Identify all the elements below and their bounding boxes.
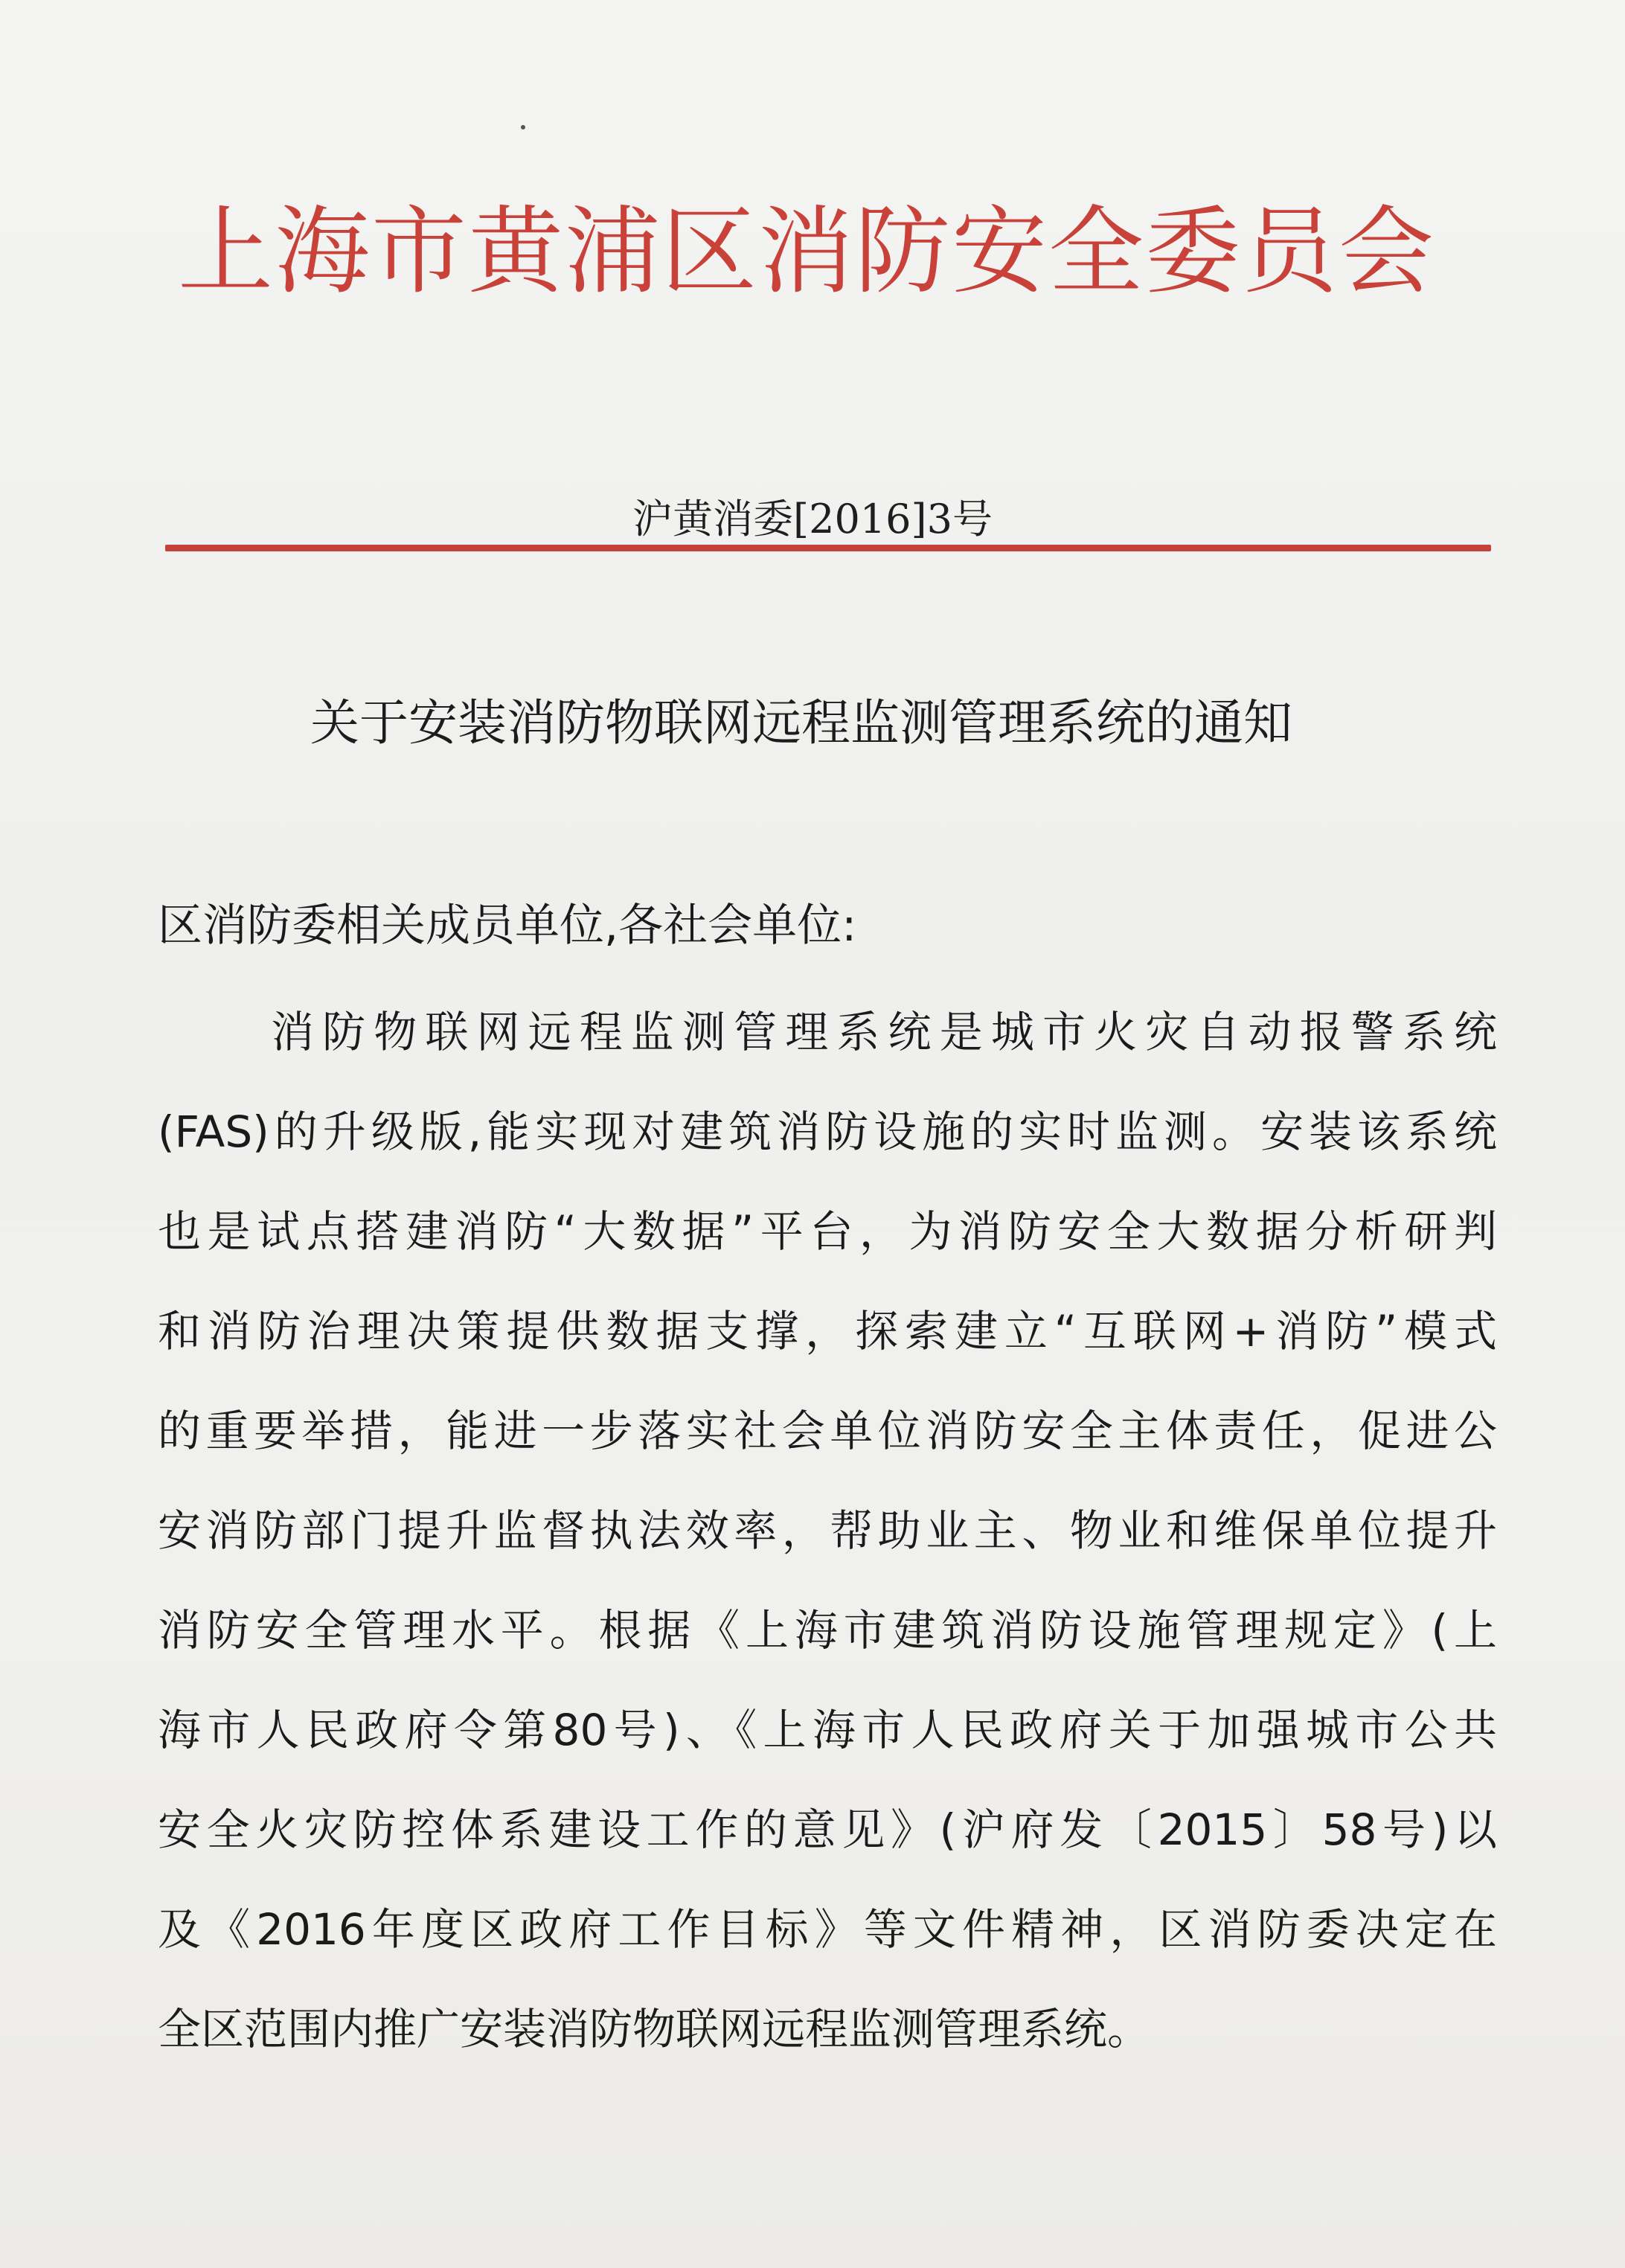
body-line: 海市人民政府令第80号)、《上海市人民政府关于加强城市公共: [158, 1705, 1497, 1755]
notice-title: 关于安装消防物联网远程监测管理系统的通知: [310, 694, 1292, 752]
body-line: 安全火灾防控体系建设工作的意见》(沪府发〔2015〕58号)以: [158, 1804, 1497, 1855]
body-line: 及《2016年度区政府工作目标》等文件精神，区消防委决定在: [158, 1904, 1497, 1955]
salutation: 区消防委相关成员单位,各社会单位:: [158, 900, 857, 952]
body-line: 消防物联网远程监测管理系统是城市火灾自动报警系统: [271, 1007, 1497, 1057]
letterhead-red-rule: [165, 545, 1491, 551]
body-line: 也是试点搭建消防“大数据”平台，为消防安全大数据分析研判: [158, 1206, 1497, 1257]
body-text: [158, 982, 1497, 2079]
letterhead-org-name: 上海市黄浦区消防安全委员会: [177, 196, 1435, 307]
body-line: 全区范围内推广安装消防物联网远程监测管理系统。: [158, 2004, 1151, 2054]
body-line: 消防安全管理水平。根据《上海市建筑消防设施管理规定》(上: [158, 1605, 1497, 1656]
document-number: 沪黄消委[2016]3号: [632, 496, 993, 542]
body-line: 安消防部门提升监督执法效率，帮助业主、物业和维保单位提升: [158, 1505, 1497, 1556]
body-line: (FAS)的升级版,能实现对建筑消防设施的实时监测。安装该系统: [158, 1106, 1497, 1157]
body-line: 和消防治理决策提供数据支撑，探索建立“互联网+消防”模式: [158, 1306, 1497, 1356]
body-line: 的重要举措，能进一步落实社会单位消防安全主体责任，促进公: [158, 1406, 1497, 1456]
speck: [521, 125, 525, 129]
